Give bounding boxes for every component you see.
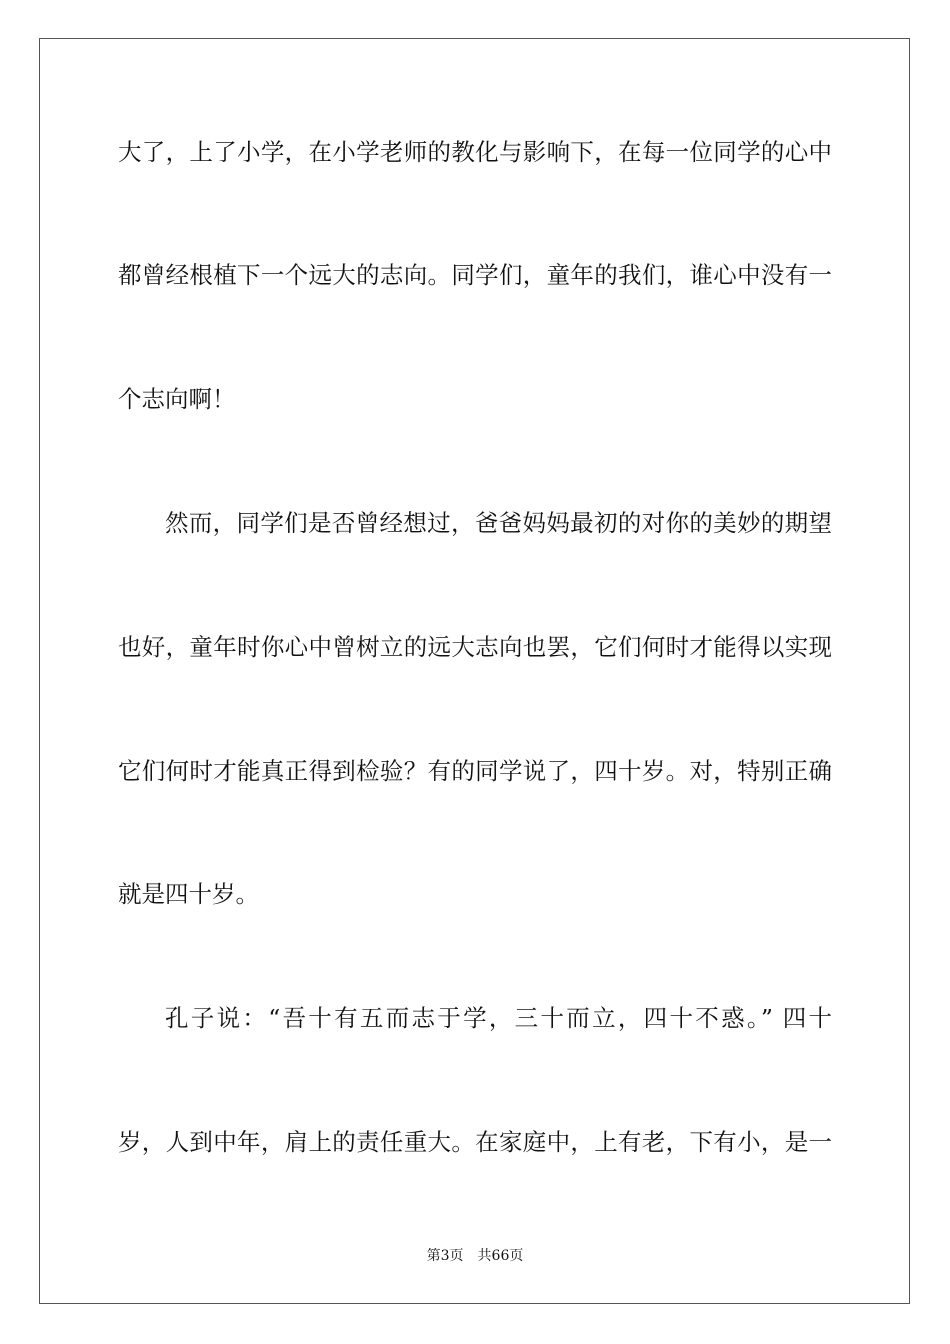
text-line-3: 个志向啊！ [118,385,236,413]
text-line-9: 岁，人到中年，肩上的责任重大。在家庭中，上有老，下有小，是一 [118,1128,832,1156]
text-line-1: 大了，上了小学，在小学老师的教化与影响下，在每一位同学的心中 [118,138,832,166]
text-line-2: 都曾经根植下一个远大的志向。同学们，童年的我们，谁心中没有一 [118,261,832,289]
page-footer [0,1247,950,1265]
text-line-8-paragraph-start: 孔子说：“吾十有五而志于学，三十而立，四十不惑。” 四十 [165,1004,832,1032]
page-number: 第3页 [426,1248,464,1264]
page-frame [39,38,910,1304]
page-total: 共66页 [477,1248,524,1264]
text-line-5: 也好，童年时你心中曾树立的远大志向也罢，它们何时才能得以实现 [118,633,832,661]
text-line-7: 就是四十岁。 [118,880,259,908]
text-line-6: 它们何时才能真正得到检验？有的同学说了，四十岁。对，特别正确 [118,757,832,785]
text-line-4-paragraph-start: 然而，同学们是否曾经想过，爸爸妈妈最初的对你的美妙的期望 [165,509,832,537]
